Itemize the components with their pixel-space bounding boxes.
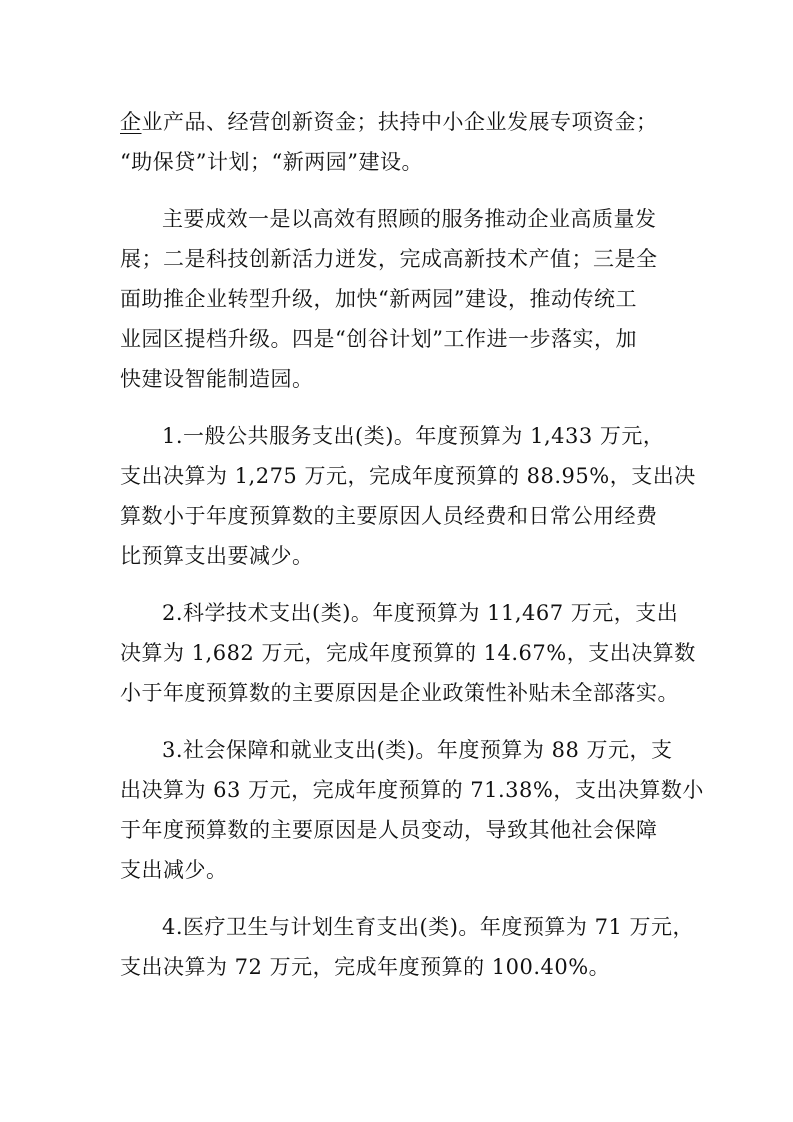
- para6-line-2: 支出决算为 72 万元，完成年度预算的 100.40%。: [120, 955, 611, 979]
- para3-line-2: 支出决算为 1,275 万元，完成年度预算的 88.95%，支出决: [120, 464, 696, 488]
- para3-line-4: 比预算支出要减少。: [120, 544, 314, 568]
- para2-line-2: 展；二是科技创新活力迸发，完成高新技术产值；三是全: [120, 247, 658, 271]
- para5-line-4: 支出减少。: [120, 858, 228, 882]
- para1-line-1: [120, 110, 658, 134]
- para3-line-1: 1.一般公共服务支出(类)。年度预算为 1,433 万元，: [162, 424, 665, 448]
- para4-line-1: 2.科学技术支出(类)。年度预算为 11,467 万元，支出: [162, 601, 679, 625]
- para1-line-2: “助保贷”计划；“新两园”建设。: [120, 150, 423, 174]
- para5-line-3: 于年度预算数的主要原因是人员变动，导致其他社会保障: [120, 818, 658, 842]
- para4-line-3: 小于年度预算数的主要原因是企业政策性补贴未全部落实。: [120, 681, 679, 705]
- para2-line-3: 面助推企业转型升级，加快“新两园”建设，推动传统工: [120, 287, 637, 311]
- para6-line-1: 4.医疗卫生与计划生育支出(类)。年度预算为 71 万元，: [162, 915, 694, 939]
- para5-line-1: 3.社会保障和就业支出(类)。年度预算为 88 万元，支: [162, 738, 673, 762]
- para3-line-3: 算数小于年度预算数的主要原因人员经费和日常公用经费: [120, 504, 658, 528]
- para1-first-char: 企: [120, 110, 142, 134]
- para2-line-1: 主要成效一是以高效有照顾的服务推动企业高质量发: [162, 207, 657, 231]
- para2-line-5: 快建设智能制造园。: [120, 367, 314, 391]
- para5-line-2: 出决算为 63 万元，完成年度预算的 71.38%，支出决算数小: [120, 778, 704, 802]
- para4-line-2: 决算为 1,682 万元，完成年度预算的 14.67%，支出决算数: [120, 641, 696, 665]
- para1-line-1-text: 业产品、经营创新资金；扶持中小企业发展专项资金；: [141, 110, 658, 134]
- para2-line-4: 业园区提档升级。四是“创谷计划”工作进一步落实，加: [120, 327, 637, 351]
